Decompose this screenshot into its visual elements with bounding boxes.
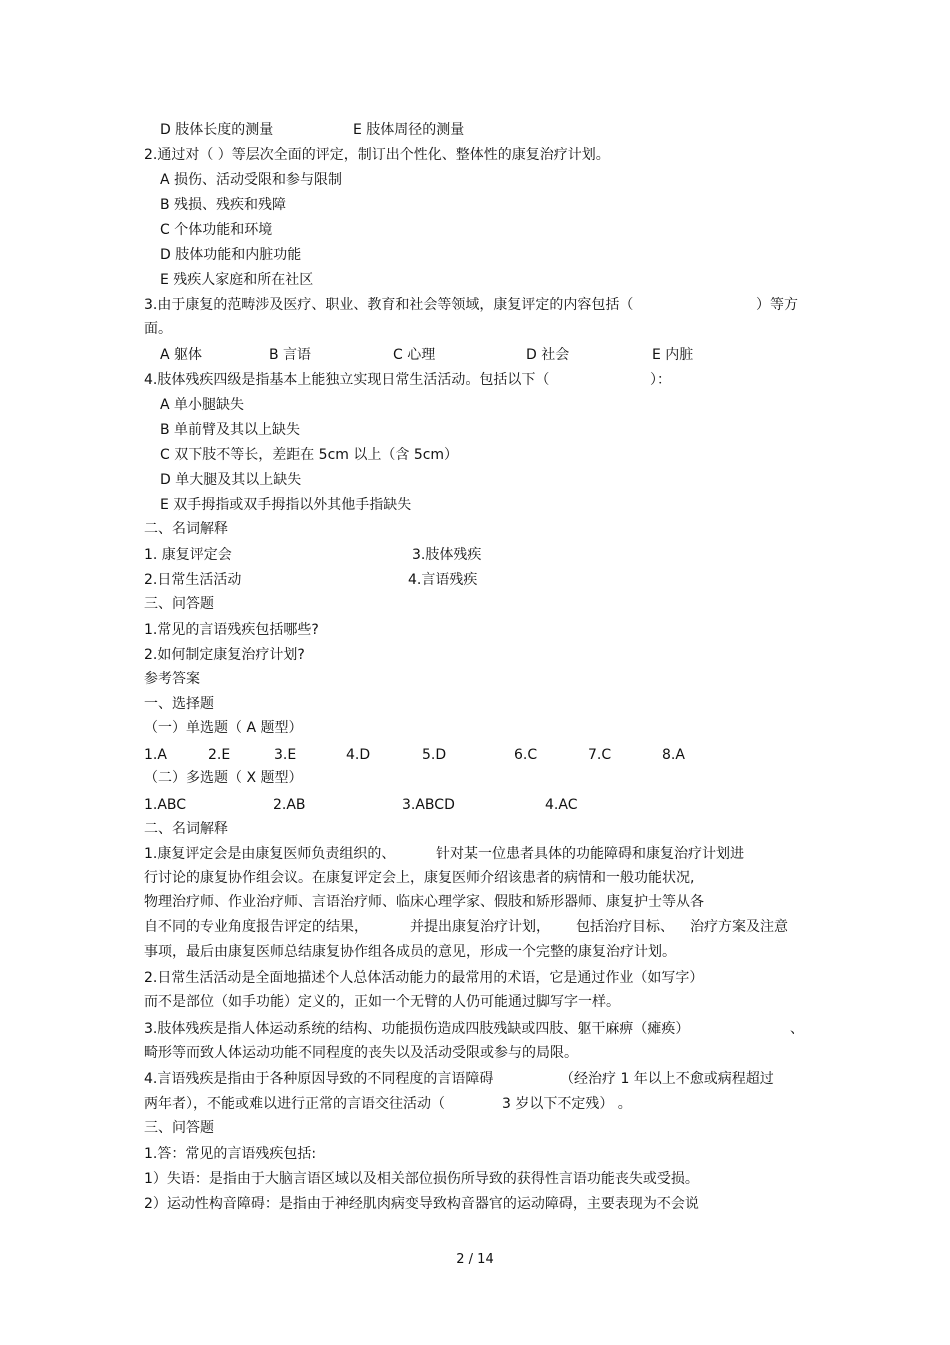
q2-option-c: C 个体功能和环境 bbox=[160, 222, 273, 238]
q4-option-d: D 单大腿及其以上缺失 bbox=[160, 472, 302, 488]
q3-stem-a: 3.由于康复的范畴涉及医疗、职业、教育和社会等领域，康复评定的内容包括（ bbox=[144, 297, 634, 313]
answer-qa-1-line-3: 2）运动性构音障碍：是指由于神经肌肉病变导致构音器官的运动障碍，主要表现为不会说 bbox=[144, 1196, 699, 1212]
multi-choice-heading: （二）多选题（ X 题型） bbox=[144, 770, 303, 786]
q1-option-e: E 肢体周径的测量 bbox=[353, 122, 465, 138]
q2-option-e: E 残疾人家庭和所在社区 bbox=[160, 272, 314, 288]
q1-option-d: D 肢体长度的测量 bbox=[160, 122, 274, 138]
q3-option-c: C 心理 bbox=[393, 347, 436, 363]
answer-qa-heading: 三、问答题 bbox=[144, 1120, 214, 1136]
text-segment: 1.康复评定会是由康复医师负责组织的、 bbox=[144, 846, 396, 862]
single-answer: 1.A bbox=[144, 747, 167, 763]
q4-option-e: E 双手拇指或双手拇指以外其他手指缺失 bbox=[160, 497, 412, 513]
text-segment: 4.言语残疾是指由于各种原因导致的不同程度的言语障碍 bbox=[144, 1071, 494, 1087]
q3-stem-c: 面。 bbox=[144, 321, 172, 337]
multi-answer: 2.AB bbox=[273, 797, 306, 813]
q3-option-d: D 社会 bbox=[526, 347, 570, 363]
choice-heading: 一、选择题 bbox=[144, 696, 214, 712]
questions-heading: 三、问答题 bbox=[144, 596, 214, 612]
single-answer: 8.A bbox=[662, 747, 685, 763]
q4-stem-b: ）： bbox=[650, 372, 671, 388]
q4-option-a: A 单小腿缺失 bbox=[160, 397, 245, 413]
answer-terms-heading: 二、名词解释 bbox=[144, 821, 228, 837]
multi-answer: 1.ABC bbox=[144, 797, 187, 813]
text-segment: 治疗方案及注意 bbox=[690, 919, 788, 935]
q2-option-d: D 肢体功能和内脏功能 bbox=[160, 247, 302, 263]
q2-option-b: B 残损、残疾和残障 bbox=[160, 197, 287, 213]
q3-stem-b: ）等方 bbox=[756, 297, 798, 313]
text-segment: 两年者），不能或难以进行正常的言语交往活动（ bbox=[144, 1096, 445, 1112]
answer-qa-1-line-1: 1.答：常见的言语残疾包括: bbox=[144, 1146, 317, 1162]
multi-answer: 3.ABCD bbox=[402, 797, 455, 813]
question-2: 2.如何制定康复治疗计划? bbox=[144, 647, 305, 663]
single-answer: 3.E bbox=[274, 747, 297, 763]
page-number: 2 / 14 bbox=[456, 1252, 494, 1267]
q2-stem: 2.通过对（ ）等层次全面的评定，制订出个性化、整体性的康复治疗计划。 bbox=[144, 147, 610, 163]
text-segment: 3 岁以下不定残） 。 bbox=[502, 1096, 632, 1112]
q3-option-e: E 内脏 bbox=[652, 347, 694, 363]
text-segment: 自不同的专业角度报告评定的结果， bbox=[144, 919, 368, 935]
multi-answer: 4.AC bbox=[545, 797, 578, 813]
answer-qa-1-line-2: 1）失语：是指由于大脑言语区域以及相关部位损伤所导致的获得性言语功能丧失或受损。 bbox=[144, 1171, 699, 1187]
text-segment: 、 bbox=[790, 1021, 804, 1037]
terms-heading: 二、名词解释 bbox=[144, 521, 228, 537]
term-3: 3.肢体残疾 bbox=[412, 547, 482, 563]
text-segment: 包括治疗目标、 bbox=[576, 919, 674, 935]
q4-stem-a: 4.肢体残疾四级是指基本上能独立实现日常生活活动。包括以下（ bbox=[144, 372, 550, 388]
single-choice-heading: （一）单选题（ A 题型） bbox=[144, 720, 303, 736]
single-answer: 6.C bbox=[514, 747, 538, 763]
answer-term-2-line-2: 而不是部位（如手功能）定义的，正如一个无臂的人仍可能通过脚写字一样。 bbox=[144, 994, 620, 1010]
text-segment: （经治疗 1 年以上不愈或病程超过 bbox=[560, 1071, 774, 1087]
answer-term-1-line-3: 物理治疗师、作业治疗师、言语治疗师、临床心理学家、假肢和矫形器师、康复护士等从各 bbox=[144, 894, 704, 910]
answer-term-2-line-1: 2.日常生活活动是全面地描述个人总体活动能力的最常用的术语，它是通过作业（如写字） bbox=[144, 970, 704, 986]
answer-term-1-line-2: 行讨论的康复协作组会议。在康复评定会上，康复医师介绍该患者的病情和一般功能状况, bbox=[144, 870, 695, 886]
text-segment: 针对某一位患者具体的功能障碍和康复治疗计划进 bbox=[436, 846, 744, 862]
answer-term-3-line-2: 畸形等而致人体运动功能不同程度的丧失以及活动受限或参与的局限。 bbox=[144, 1045, 578, 1061]
term-2: 2.日常生活活动 bbox=[144, 572, 242, 588]
text-segment: 并提出康复治疗计划， bbox=[410, 919, 550, 935]
single-answer: 4.D bbox=[346, 747, 371, 763]
single-answer: 2.E bbox=[208, 747, 231, 763]
term-4: 4.言语残疾 bbox=[408, 572, 478, 588]
q3-option-a: A 躯体 bbox=[160, 347, 203, 363]
single-answer: 5.D bbox=[422, 747, 447, 763]
answer-term-1-line-5: 事项，最后由康复医师总结康复协作组各成员的意见，形成一个完整的康复治疗计划。 bbox=[144, 944, 676, 960]
answers-heading: 参考答案 bbox=[144, 671, 200, 687]
question-1: 1.常见的言语残疾包括哪些? bbox=[144, 622, 319, 638]
q3-option-b: B 言语 bbox=[269, 347, 312, 363]
q4-option-b: B 单前臂及其以上缺失 bbox=[160, 422, 301, 438]
q4-option-c: C 双下肢不等长，差距在 5cm 以上（含 5cm） bbox=[160, 447, 459, 463]
single-answer: 7.C bbox=[588, 747, 612, 763]
q2-option-a: A 损伤、活动受限和参与限制 bbox=[160, 172, 343, 188]
term-1: 1. 康复评定会 bbox=[144, 547, 232, 563]
text-segment: 3.肢体残疾是指人体运动系统的结构、功能损伤造成四肢残缺或四肢、躯干麻痹（瘫痪） bbox=[144, 1021, 690, 1037]
